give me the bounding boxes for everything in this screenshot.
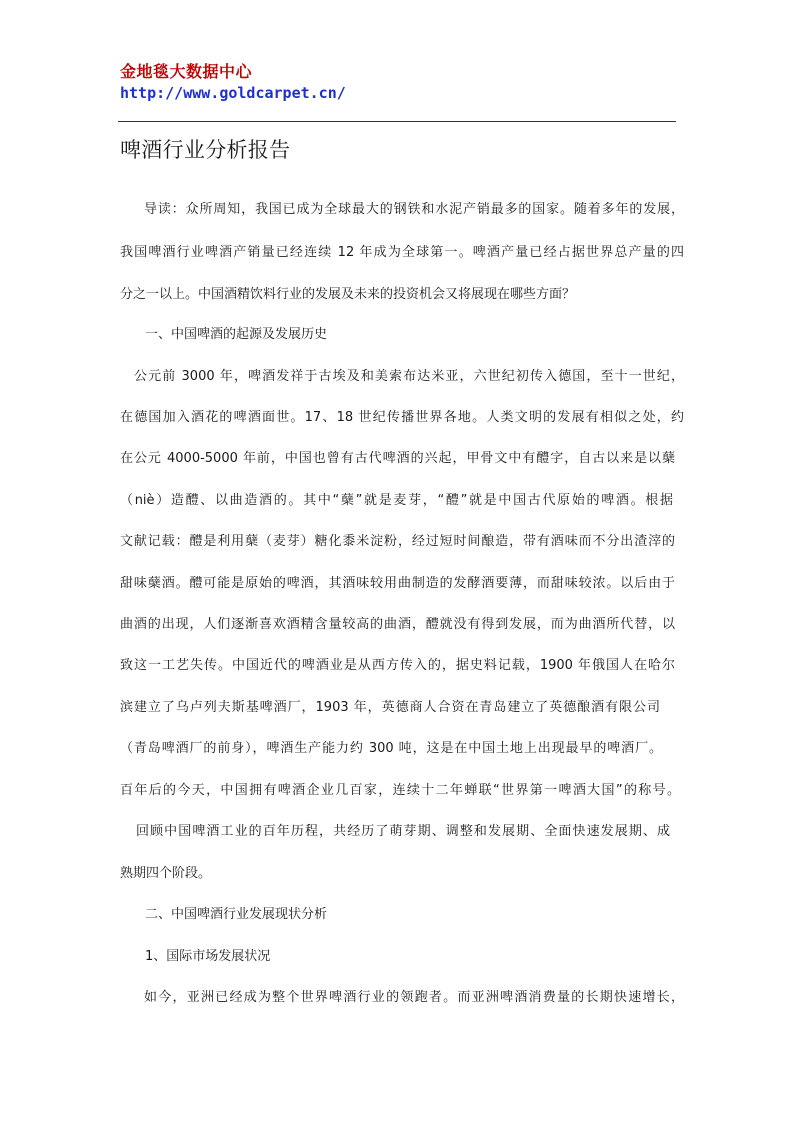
body-line: 在德国加入酒花的啤酒面世。17、18 世纪传播世界各地。人类文明的发展有相似之处，约 xyxy=(120,410,684,425)
body-line: （青岛啤酒厂的前身），啤酒生产能力约 300 吨，这是在中国土地上出现最早的啤酒厂。 xyxy=(120,741,662,756)
body-line: 熟期四个阶段。 xyxy=(120,866,212,881)
header-url-link[interactable]: http://www.goldcarpet.cn/ xyxy=(120,84,346,102)
header-divider xyxy=(118,121,676,122)
body-line: 回顾中国啤酒工业的百年历程，共经历了萌芽期、调整和发展期、全面快速发展期、成 xyxy=(136,824,670,839)
body-line: 百年后的今天，中国拥有啤酒企业几百家，连续十二年蝉联“世界第一啤酒大国”的称号。 xyxy=(120,783,680,798)
body-line: 如今，亚洲已经成为整个世界啤酒行业的领跑者。而亚洲啤酒消费量的长期快速增长， xyxy=(144,990,684,1005)
body-line: 我国啤酒行业啤酒产销量已经连续 12 年成为全球第一。啤酒产量已经占据世界总产量的四 xyxy=(120,245,684,260)
body-line: 公元前 3000 年，啤酒发祥于古埃及和美索布达米亚，六世纪初传入德国，至十一世纪， xyxy=(134,369,684,384)
subsection-heading: 1、国际市场发展状况 xyxy=(145,949,271,964)
document-title: 啤酒行业分析报告 xyxy=(120,138,291,162)
body-line: 致这一工艺失传。中国近代的啤酒业是从西方传入的，据史料记载，1900 年俄国人在哈尔 xyxy=(120,658,675,673)
header-brand: 金地毯大数据中心 xyxy=(120,62,253,81)
body-line: 曲酒的出现，人们逐渐喜欢酒精含量较高的曲酒，醴就没有得到发展，而为曲酒所代替，以 xyxy=(120,617,675,632)
body-line: 滨建立了乌卢列夫斯基啤酒厂，1903 年，英德商人合资在青岛建立了英德酿酒有限公司 xyxy=(120,700,660,715)
section-heading: 一、中国啤酒的起源及发展历史 xyxy=(145,327,328,342)
body-line: 文献记载：醴是利用蘖（麦芽）糖化黍米淀粉，经过短时间酿造，带有酒味而不分出渣滓的 xyxy=(120,534,675,549)
body-line: 分之一以上。中国酒精饮料行业的发展及未来的投资机会又将展现在哪些方面？ xyxy=(120,287,576,302)
body-line: （niè）造醴、以曲造酒的。其中“蘖”就是麦芽，“醴”就是中国古代原始的啤酒。根据 xyxy=(120,493,673,508)
section-heading: 二、中国啤酒行业发展现状分析 xyxy=(145,907,328,922)
body-line: 导读：众所周知，我国已成为全球最大的钢铁和水泥产销最多的国家。随着多年的发展， xyxy=(144,202,684,217)
body-line: 甜味蘖酒。醴可能是原始的啤酒，其酒味较用曲制造的发酵酒要薄，而甜味较浓。以后由于 xyxy=(120,576,675,591)
body-line: 在公元 4000-5000 年前，中国也曾有古代啤酒的兴起，甲骨文中有醴字，自古以来是以蘖 xyxy=(120,451,675,466)
